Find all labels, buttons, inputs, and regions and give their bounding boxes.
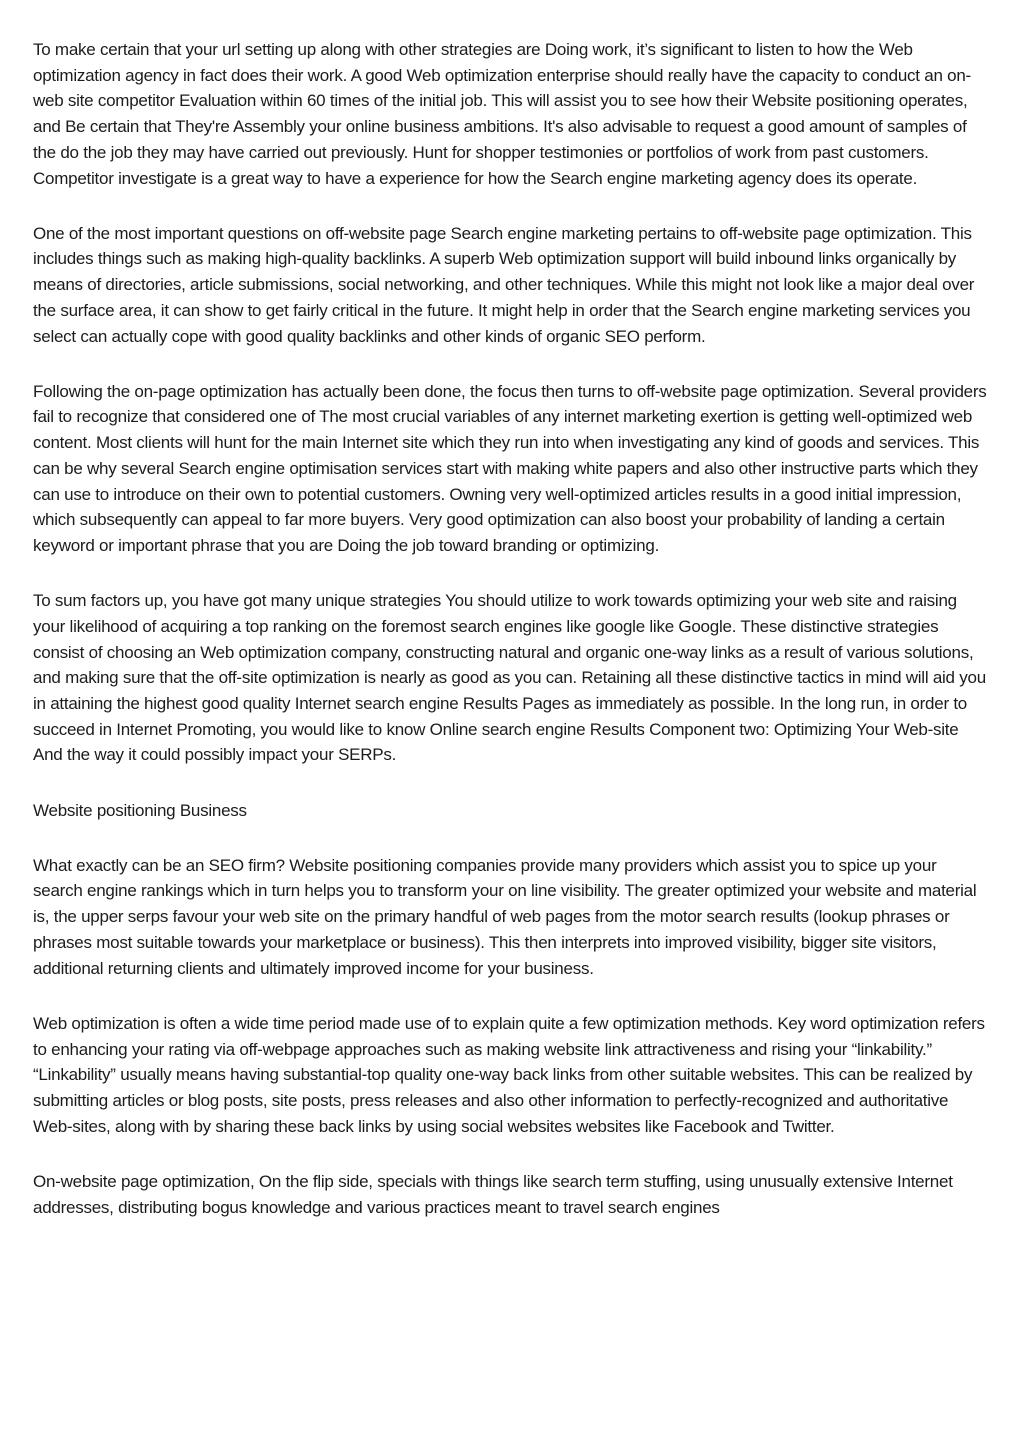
section-heading: Website positioning Business <box>33 800 247 820</box>
article-paragraph: On-website page optimization, On the flip side, specials with things like search term stuffing, using unusually extensive Internet addresses, distributing bogus knowledge and various practices meant to travel search engines <box>33 1171 953 1217</box>
article-body <box>33 37 990 1220</box>
article-paragraph: Following the on-page optimization has actually been done, the focus then turns to off-website page optimization. Several providers fail to recognize that considered one of The most crucial variables of any internet marketing exertion is getting well-optimized web content. Most clients will hunt for the main Internet site which they run into when investigating any kind of goods and services. This can be why several Search engine optimisation services start with making white papers and also other instructive parts which they can use to introduce on their own to potential customers. Owning very well-optimized articles results in a good initial impression, which subsequently can appeal to far more buyers. Very good optimization can also boost your probability of landing a certain keyword or important phrase that you are Doing the job toward branding or optimizing. <box>33 381 987 555</box>
article-paragraph: To sum factors up, you have got many unique strategies You should utilize to work towards optimizing your web site and raising your likelihood of acquiring a top ranking on the foremost search engines like google like Google. These distinctive strategies consist of choosing an Web optimization company, constructing natural and organic one-way links as a result of various solutions, and making sure that the off-site optimization is nearly as good as you can. Retaining all these distinctive tactics in mind will aid you in attaining the highest good quality Internet search engine Results Pages as immediately as possible. In the long run, in order to succeed in Internet Promoting, you would like to know Online search engine Results Component two: Optimizing Your Web-site And the way it could possibly impact your SERPs. <box>33 591 986 765</box>
article-paragraph: What exactly can be an SEO firm? Website positioning companies provide many providers which assist you to spice up your search engine rankings which in turn helps you to transform your on line visibility. The greater optimized your website and material is, the upper serps favour your web site on the primary handful of web pages from the motor search results (lookup phrases or phrases most suitable towards your marketplace or business). This then interprets into improved visibility, bigger site visitors, additional returning clients and ultimately improved income for your business. <box>33 855 977 978</box>
article-paragraph: To make certain that your url setting up along with other strategies are Doing work, it’s significant to listen to how the Web optimization agency in fact does their work. A good Web optimization enterprise should really have the capacity to conduct an on-web site competitor Evaluation within 60 times of the initial job. This will assist you to see how their Website positioning operates, and Be certain that They're Assembly your online business ambitions. It's also advisable to request a good amount of samples of the do the job they may have carried out previously. Hunt for shopper testimonies or portfolios of work from past customers. Competitor investigate is a great way to have a experience for how the Search engine marketing agency does its operate. <box>33 40 971 188</box>
article-paragraph: One of the most important questions on off-website page Search engine marketing pertains to off-website page optimization. This includes things such as making high-quality backlinks. A superb Web optimization support will build inbound links organically by means of directories, article submissions, social networking, and other techniques. While this might not look like a major deal over the surface area, it can show to get fairly critical in the future. It might help in order that the Search engine marketing services you select can actually cope with good quality backlinks and other kinds of organic SEO perform. <box>33 223 975 346</box>
article-paragraph: Web optimization is often a wide time period made use of to explain quite a few optimization methods. Key word optimization refers to enhancing your rating via off-webpage approaches such as making website link attractiveness and rising your “linkability.” “Linkability” usually means having substantial-top quality one-way back links from other suitable websites. This can be realized by submitting articles or blog posts, site posts, press releases and also other information to perfectly-recognized and authoritative Web-sites, along with by sharing these back links by using social websites websites like Facebook and Twitter. <box>33 1013 985 1136</box>
